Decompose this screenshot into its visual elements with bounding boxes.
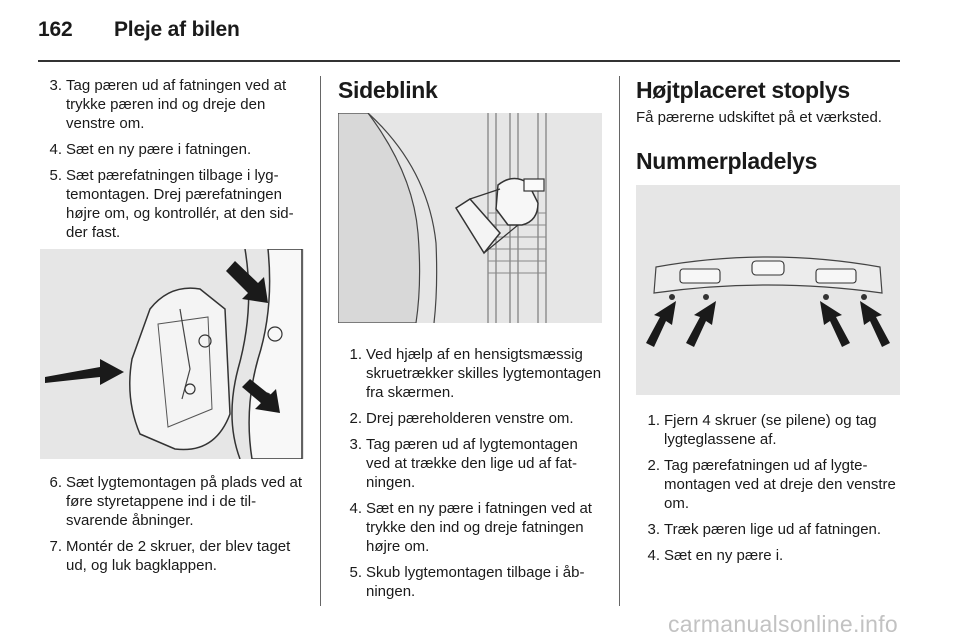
list-item: 5. Skub lygtemontagen tilbage i åbningen. [349, 564, 585, 600]
list-item: 1. Fjern 4 skruer (se pilene) og tag lygteglassene af. [647, 412, 877, 448]
column-1 [38, 76, 304, 582]
stoplight-paragraph: Få pærerne udskiftet på et værksted. [636, 109, 882, 126]
page-number: 162 [38, 18, 73, 41]
section-heading-sideblink: Sideblink [338, 77, 438, 103]
list-item: 6. Sæt lygtemontagen på plads ved at føre styretappene ind i de tilsvarende åbninger. [49, 474, 302, 529]
steps-list-top [38, 76, 304, 242]
section-heading-license-light: Nummerpladelys [636, 148, 818, 174]
column-divider-1 [320, 76, 321, 606]
column-3 [636, 76, 902, 572]
list-item: 5. Sæt pærefatningen tilbage i lygtemontagen. Drej pærefatningen højre om, og kontrollér, at den sidder fast. [49, 167, 294, 241]
header-rule [38, 60, 900, 62]
page-header [38, 18, 240, 42]
steps-list [338, 345, 606, 601]
list-item: 4. Sæt en ny pære i. [647, 547, 784, 564]
list-item: 2. Drej pæreholderen venstre om. [349, 410, 574, 427]
list-item: 7. Montér de 2 skruer, der blev taget ud, og luk bagklappen. [49, 538, 291, 574]
steps-list-bottom [38, 473, 304, 575]
taillight-illustration [40, 249, 304, 459]
list-item: 4. Sæt en ny pære i fatningen ved at trykke den ind og dreje fatningen højre om. [349, 500, 592, 555]
steps-list [636, 411, 902, 565]
list-item: 3. Tag pæren ud af fatningen ved at trykke pæren ind og dreje den venstre om. [49, 77, 287, 132]
footer-watermark: carmanualsonline.info [667, 611, 898, 637]
section-heading-stoplight: Højtplaceret stoplys [636, 77, 850, 103]
column-divider-2 [619, 76, 620, 606]
page-title: Pleje af bilen [114, 18, 240, 41]
list-item: 3. Træk pæren lige ud af fatningen. [647, 521, 882, 538]
list-item: 3. Tag pæren ud af lygtemontagen ved at trække den lige ud af fatningen. [349, 436, 578, 491]
side-indicator-illustration [338, 113, 602, 323]
list-item: 1. Ved hjælp af en hensigtsmæssig skruetrækker skilles lygtemontagen fra skærmen. [349, 346, 602, 401]
license-plate-light-illustration [636, 185, 900, 395]
list-item: 2. Tag pærefatningen ud af lygtemontagen ved at dreje den venstre om. [647, 457, 896, 512]
list-item: 4. Sæt en ny pære i fatningen. [49, 141, 252, 158]
column-2 [338, 76, 606, 608]
